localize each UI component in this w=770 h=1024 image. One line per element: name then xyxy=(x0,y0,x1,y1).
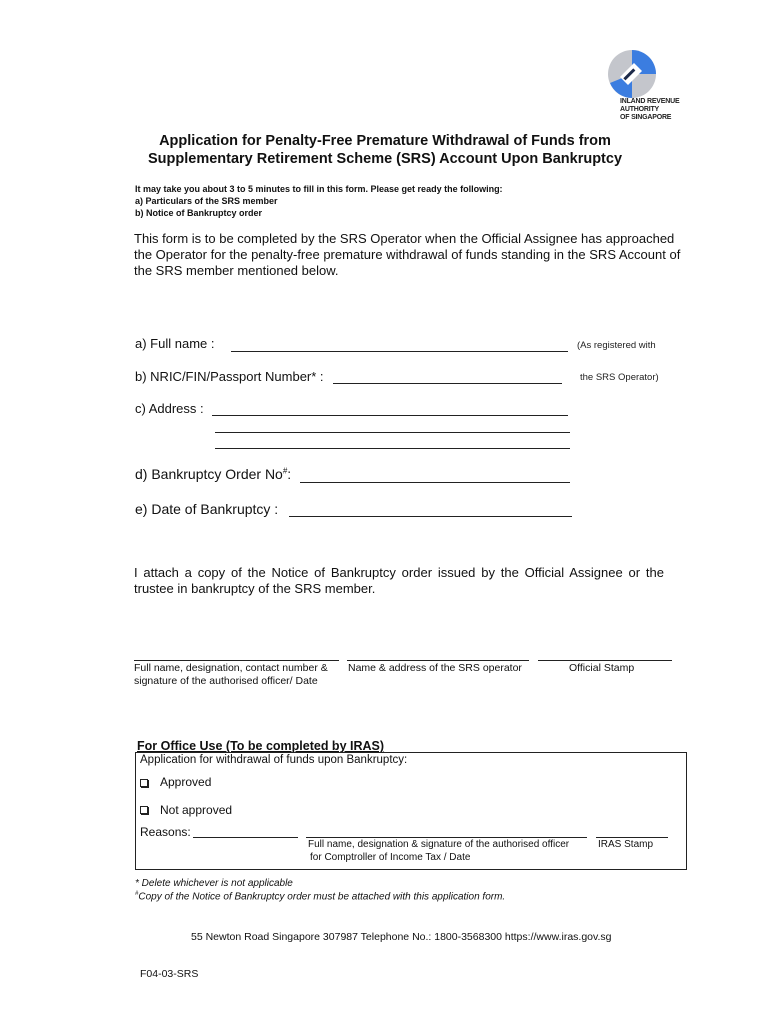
nric-field[interactable] xyxy=(333,383,562,384)
intro-line-1: It may take you about 3 to 5 minutes to fill in this form. Please get ready the following: xyxy=(135,184,503,194)
date-of-bankruptcy-label: e) Date of Bankruptcy : xyxy=(135,501,279,517)
iras-stamp-line[interactable] xyxy=(596,837,668,838)
attach-statement: I attach a copy of the Notice of Bankruptcy order issued by the Official Assignee or the trustee in bankruptcy of the SRS member. xyxy=(134,565,664,596)
iras-officer-caption-1: Full name, designation & signature of the authorised officer xyxy=(308,839,570,850)
form-purpose-paragraph: This form is to be completed by the SRS Operator when the Official Assignee has approached the Operator for the penalty-free premature withdrawal of funds standing in the SRS Account of the SRS member mentioned below. xyxy=(134,231,681,278)
bankruptcy-order-label xyxy=(135,466,291,482)
date-of-bankruptcy-field[interactable] xyxy=(289,516,572,517)
address-field-line-2[interactable] xyxy=(215,432,570,433)
bankruptcy-order-label-text: d) Bankruptcy Order No xyxy=(135,466,283,482)
footnote-delete: * Delete whichever is not applicable xyxy=(135,878,293,889)
stamp-caption: Official Stamp xyxy=(569,662,635,674)
application-label: Application for withdrawal of funds upon Bankruptcy: xyxy=(140,754,408,766)
full-name-field[interactable] xyxy=(231,351,568,352)
footnote-copy-text: Copy of the Notice of Bankruptcy order must be attached with this application form. xyxy=(138,891,506,903)
address-field-line-1[interactable] xyxy=(212,415,568,416)
bankruptcy-order-field[interactable] xyxy=(300,482,570,483)
logo-text: INLAND REVENUE AUTHORITY OF SINGAPORE xyxy=(620,98,680,121)
address-field-line-3[interactable] xyxy=(215,448,570,449)
title-line-2: Supplementary Retirement Scheme (SRS) Account Upon Bankruptcy xyxy=(147,151,623,167)
side-note-line-1: (As registered with xyxy=(577,340,656,351)
not-approved-label: Not approved xyxy=(160,803,233,817)
office-use-heading: For Office Use (To be completed by IRAS) xyxy=(137,739,385,753)
form-code: F04-03-SRS xyxy=(140,968,199,980)
approved-label: Approved xyxy=(160,775,212,789)
full-name-label: a) Full name : xyxy=(135,336,215,351)
operator-signature-line[interactable] xyxy=(347,660,529,661)
iras-address: 55 Newton Road Singapore 307987 Telephone No.: 1800-3568300 https://www.iras.gov.sg xyxy=(191,931,612,943)
bankruptcy-order-colon: : xyxy=(287,466,292,482)
footnote-hash: # xyxy=(135,891,139,897)
officer-caption-line-2: signature of the authorised officer/ Date xyxy=(134,675,318,687)
iras-officer-signature-line[interactable] xyxy=(306,837,587,838)
officer-caption-line-1: Full name, designation, contact number & xyxy=(134,662,328,674)
address-label: c) Address : xyxy=(135,401,204,416)
hash-mark: # xyxy=(282,466,288,476)
nric-label: b) NRIC/FIN/Passport Number* : xyxy=(135,369,324,384)
not-approved-checkbox[interactable] xyxy=(140,806,148,814)
iras-officer-caption-2: for Comptroller of Income Tax / Date xyxy=(310,852,471,863)
footnote-copy xyxy=(135,891,505,902)
stamp-line[interactable] xyxy=(538,660,672,661)
intro-line-2: a) Particulars of the SRS member xyxy=(135,196,278,206)
reasons-label: Reasons: xyxy=(140,825,191,839)
iras-stamp-caption: IRAS Stamp xyxy=(598,839,654,850)
operator-caption: Name & address of the SRS operator xyxy=(348,662,522,674)
intro-line-3: b) Notice of Bankruptcy order xyxy=(135,208,263,218)
officer-signature-line[interactable] xyxy=(134,660,339,661)
side-note-line-2: the SRS Operator) xyxy=(580,372,659,383)
title-line-1: Application for Penalty-Free Premature Withdrawal of Funds from xyxy=(159,133,611,149)
approved-checkbox[interactable] xyxy=(140,779,148,787)
reasons-field[interactable] xyxy=(193,837,298,838)
